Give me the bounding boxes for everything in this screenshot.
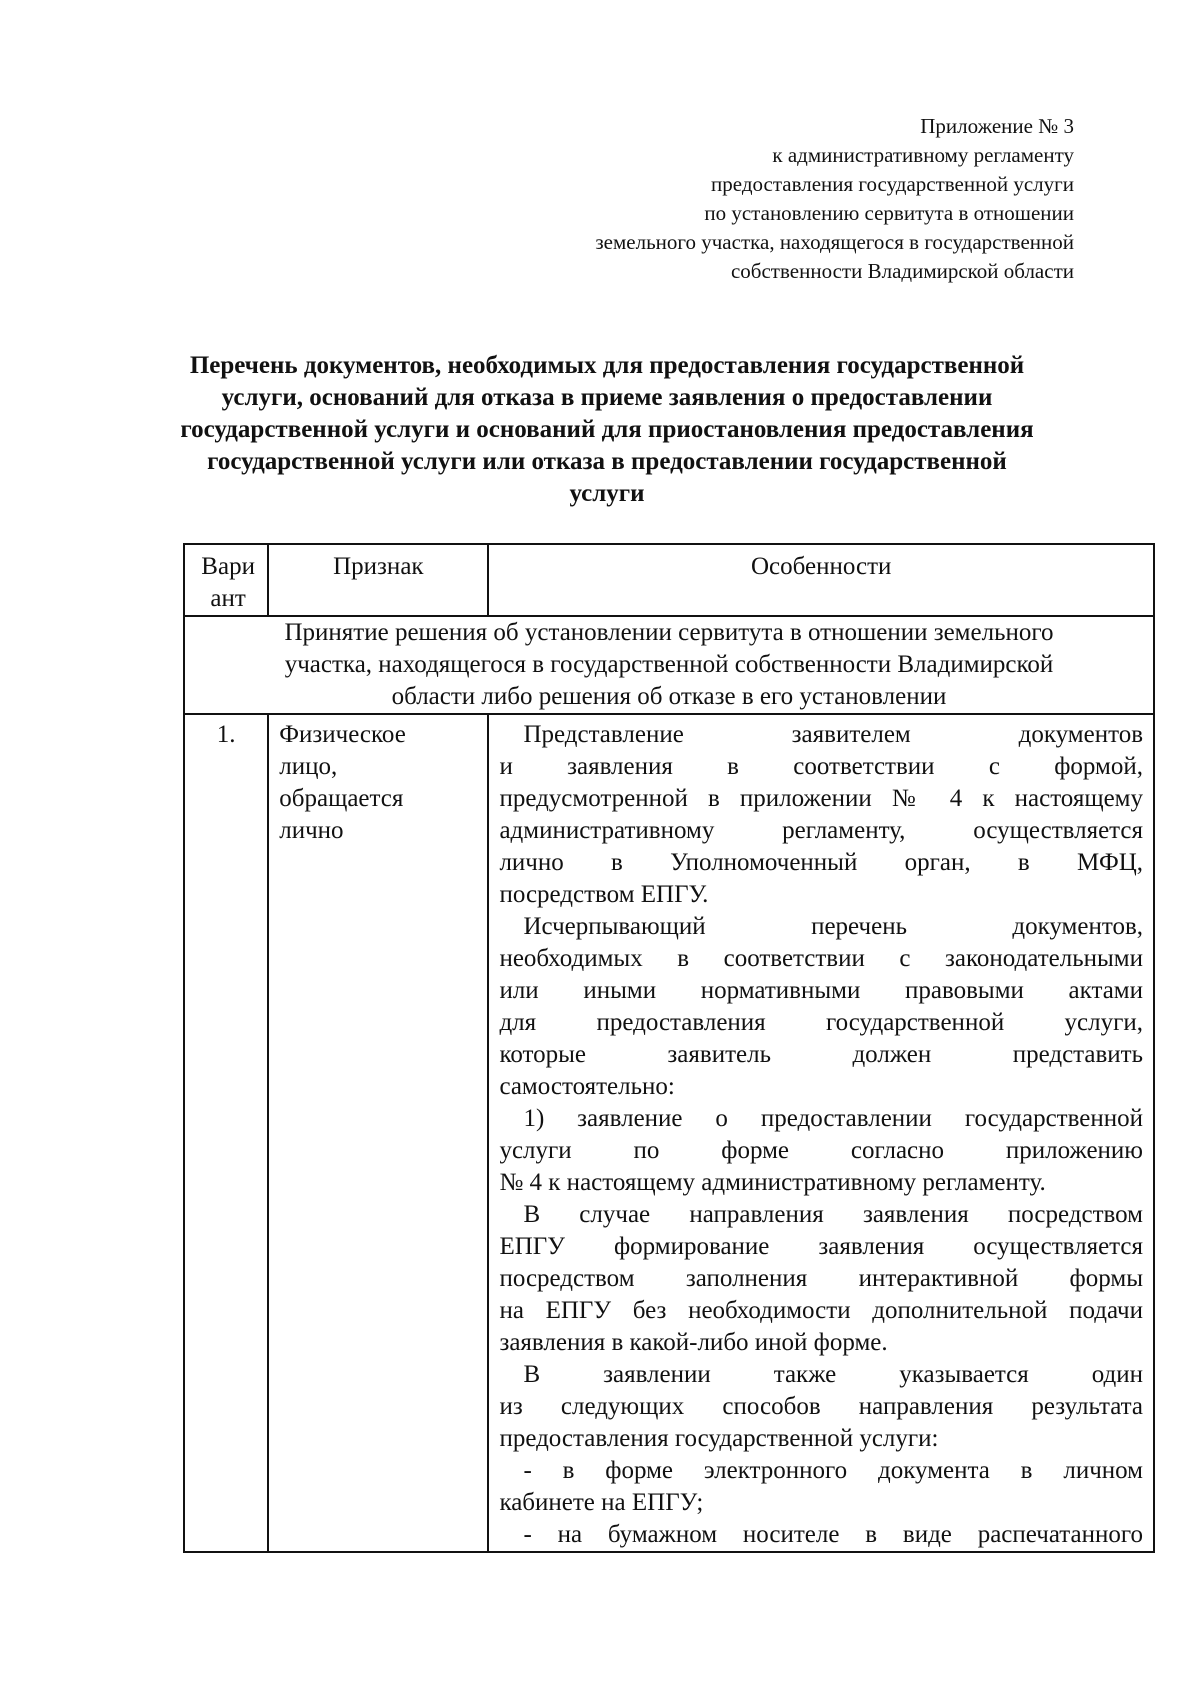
features-line: № 4 к настоящему административному регламенту. bbox=[499, 1169, 1046, 1196]
section-heading bbox=[184, 616, 1154, 714]
features-line: В заявлении также указывается один bbox=[523, 1361, 1143, 1388]
document-title bbox=[176, 350, 1038, 510]
header-variant bbox=[184, 544, 268, 616]
header-features bbox=[488, 544, 1154, 616]
appendix-line: Приложение № 3 bbox=[920, 114, 1074, 138]
row-features bbox=[488, 714, 1154, 1552]
features-line: - на бумажном носителе в виде распечатанного bbox=[523, 1521, 1143, 1548]
table-row bbox=[184, 714, 1154, 1552]
section-line: Принятие решения об установлении сервитута в отношении земельного bbox=[284, 619, 1054, 646]
attribute-line: Физическое bbox=[279, 721, 406, 748]
appendix-line: земельного участка, находящегося в государственной bbox=[595, 230, 1074, 254]
header-attribute-label: Признак bbox=[333, 553, 424, 580]
features-line: 1) заявление о предоставлении государственной bbox=[523, 1105, 1143, 1132]
table-header-row bbox=[184, 544, 1154, 616]
title-line: Перечень документов, необходимых для предоставления государственной bbox=[189, 352, 1025, 379]
features-line: В случае направления заявления посредством bbox=[523, 1201, 1143, 1228]
features-line: предоставления государственной услуги: bbox=[499, 1425, 939, 1452]
features-line: посредством заполнения интерактивной формы bbox=[499, 1265, 1143, 1292]
attribute-line: лично bbox=[279, 817, 344, 844]
features-line: кабинете на ЕПГУ; bbox=[499, 1489, 704, 1516]
features-line: ЕПГУ формирование заявления осуществляется bbox=[499, 1233, 1143, 1260]
title-line: услуги, оснований для отказа в приеме заявления о предоставлении bbox=[221, 384, 993, 411]
title-line: государственной услуги и оснований для приостановления предоставления bbox=[180, 416, 1034, 443]
title-line: государственной услуги или отказа в предоставлении государственной bbox=[207, 448, 1007, 475]
section-line: области либо решения об отказе в его установлении bbox=[391, 683, 947, 710]
appendix-line: по установлению сервитута в отношении bbox=[704, 201, 1074, 225]
header-variant-line: ант bbox=[210, 585, 246, 612]
appendix-line: собственности Владимирской области bbox=[730, 259, 1074, 283]
appendix-reference bbox=[454, 112, 1074, 286]
features-line: заявления в какой-либо иной форме. bbox=[499, 1329, 888, 1356]
header-features-label: Особенности bbox=[751, 553, 892, 580]
features-line: предусмотренной в приложении № 4 к настоящему bbox=[499, 785, 1143, 812]
row-attribute bbox=[268, 714, 488, 1552]
header-variant-line: Вари bbox=[201, 553, 255, 580]
section-line: участка, находящегося в государственной собственности Владимирской bbox=[284, 651, 1054, 678]
features-line: услуги по форме согласно приложению bbox=[499, 1137, 1143, 1164]
header-attribute bbox=[268, 544, 488, 616]
attribute-line: лицо, bbox=[279, 753, 338, 780]
features-line: лично в Уполномоченный орган, в МФЦ, bbox=[499, 849, 1143, 876]
row-number: 1. bbox=[184, 714, 268, 1552]
features-line: посредством ЕПГУ. bbox=[499, 881, 709, 908]
features-line: самостоятельно: bbox=[499, 1073, 675, 1100]
features-line: для предоставления государственной услуги, bbox=[499, 1009, 1143, 1036]
documents-table bbox=[183, 543, 1155, 1553]
features-line: из следующих способов направления результата bbox=[499, 1393, 1143, 1420]
features-line: на ЕПГУ без необходимости дополнительной подачи bbox=[499, 1297, 1143, 1324]
features-line: административному регламенту, осуществляется bbox=[499, 817, 1143, 844]
title-line: услуги bbox=[569, 480, 645, 507]
features-line: которые заявитель должен представить bbox=[499, 1041, 1143, 1068]
table-section-row bbox=[184, 616, 1154, 714]
features-line: необходимых в соответствии с законодательными bbox=[499, 945, 1143, 972]
attribute-line: обращается bbox=[279, 785, 404, 812]
features-line: - в форме электронного документа в личном bbox=[523, 1457, 1143, 1484]
features-line: Исчерпывающий перечень документов, bbox=[523, 913, 1143, 940]
appendix-line: к административному регламенту bbox=[772, 143, 1074, 167]
features-line: Представление заявителем документов bbox=[523, 721, 1143, 748]
features-line: и заявления в соответствии с формой, bbox=[499, 753, 1143, 780]
features-line: или иными нормативными правовыми актами bbox=[499, 977, 1143, 1004]
appendix-line: предоставления государственной услуги bbox=[711, 172, 1074, 196]
